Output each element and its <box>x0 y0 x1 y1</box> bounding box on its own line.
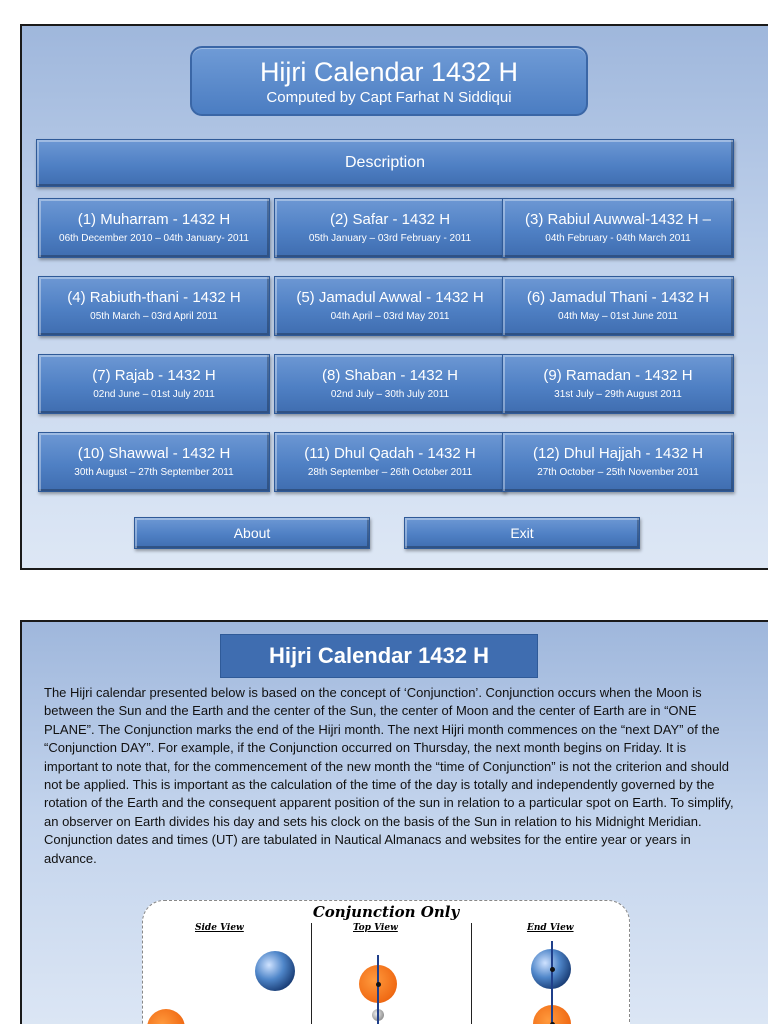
month-button[interactable] <box>274 354 506 414</box>
diagram-title: Conjunction Only <box>312 903 460 921</box>
side-view-label: Side View <box>195 923 244 933</box>
month-dates: 27th October – 25th November 2011 <box>537 467 699 478</box>
month-button[interactable] <box>274 198 506 258</box>
center-dot <box>550 967 555 972</box>
month-name: (6) Jamadul Thani - 1432 H <box>526 289 710 306</box>
month-button[interactable] <box>38 354 270 414</box>
month-button[interactable] <box>502 354 734 414</box>
month-button[interactable] <box>274 276 506 336</box>
about-button[interactable]: About <box>134 517 370 549</box>
page-subtitle: Computed by Capt Farhat N Siddiqui <box>266 89 512 106</box>
month-name: (1) Muharram - 1432 H <box>77 211 231 228</box>
alignment-axis <box>377 955 379 1024</box>
center-dot <box>376 982 381 987</box>
sun-icon <box>147 1009 185 1024</box>
month-name: (9) Ramadan - 1432 H <box>543 367 693 384</box>
month-name: (3) Rabiul Auwwal-1432 H – <box>525 211 711 228</box>
month-dates: 05th March – 03rd April 2011 <box>90 311 218 322</box>
month-dates: 06th December 2010 – 04th January- 2011 <box>59 233 249 244</box>
conjunction-diagram <box>142 900 630 1024</box>
month-name: (11) Dhul Qadah - 1432 H <box>304 445 476 462</box>
description-slide <box>20 620 768 1024</box>
month-name: (12) Dhul Hajjah - 1432 H <box>532 445 704 462</box>
month-dates: 04th February - 04th March 2011 <box>545 233 691 244</box>
menu-slide <box>20 24 768 570</box>
month-dates: 05th January – 03rd February - 2011 <box>308 233 472 244</box>
month-button[interactable] <box>38 432 270 492</box>
end-view-label: End View <box>527 923 574 933</box>
month-name: (4) Rabiuth-thani - 1432 H <box>67 289 241 306</box>
month-name: (5) Jamadul Awwal - 1432 H <box>296 289 484 306</box>
description-button[interactable]: Description <box>36 139 734 187</box>
month-dates: 31st July – 29th August 2011 <box>554 389 682 400</box>
month-dates: 04th April – 03rd May 2011 <box>330 311 450 322</box>
page-title: Hijri Calendar 1432 H <box>259 57 519 87</box>
month-dates: 02nd July – 30th July 2011 <box>330 389 450 400</box>
exit-button[interactable]: Exit <box>404 517 640 549</box>
view-divider <box>471 923 472 1024</box>
month-button[interactable] <box>38 198 270 258</box>
alignment-axis <box>551 941 553 1024</box>
description-title: Hijri Calendar 1432 H <box>220 634 538 678</box>
title-banner <box>190 46 588 116</box>
month-button[interactable] <box>274 432 506 492</box>
month-dates: 04th May – 01st June 2011 <box>558 311 678 322</box>
month-button[interactable] <box>38 276 270 336</box>
view-divider <box>311 923 312 1024</box>
earth-icon <box>255 951 295 991</box>
month-name: (10) Shawwal - 1432 H <box>77 445 231 462</box>
month-dates: 30th August – 27th September 2011 <box>74 467 234 478</box>
month-name: (8) Shaban - 1432 H <box>322 367 458 384</box>
month-button[interactable] <box>502 198 734 258</box>
month-button[interactable] <box>502 276 734 336</box>
top-view-label: Top View <box>353 923 398 933</box>
month-name: (2) Safar - 1432 H <box>329 211 451 228</box>
month-dates: 28th September – 26th October 2011 <box>307 467 473 478</box>
description-text: The Hijri calendar presented below is based on the concept of ‘Conjunction’. Conjunction occurs when the Moon is between the Sun and the Earth and the center of the Sun, the center of Moon and the center of Earth are in “ONE PLANE”. The Conjunction marks the end of the Hijri month. The next Hijri month commences on the “next DAY” of the “Conjunction DAY”. For example, if the Conjunction occurred on Thursday, the next month begins on Friday. It is important to note that, for the commencement of the new month the “time of Conjunction” is not the criterion and should not be applied. This is important as the calculation of the time of the day is totally and independently governed by the rotation of the Earth and the consequent apparent position of the sun in relation to a particular spot on Earth. To simplify, an observer on Earth divides his day and sets his clock on the basis of the Sun in relation to his Midnight Meridian. Conjunction dates and times (UT) are tabulated in Nautical Almanacs and websites for the entire year or years in advance. <box>44 685 734 866</box>
month-dates: 02nd June – 01st July 2011 <box>93 389 215 400</box>
month-button[interactable] <box>502 432 734 492</box>
month-name: (7) Rajab - 1432 H <box>92 367 216 384</box>
